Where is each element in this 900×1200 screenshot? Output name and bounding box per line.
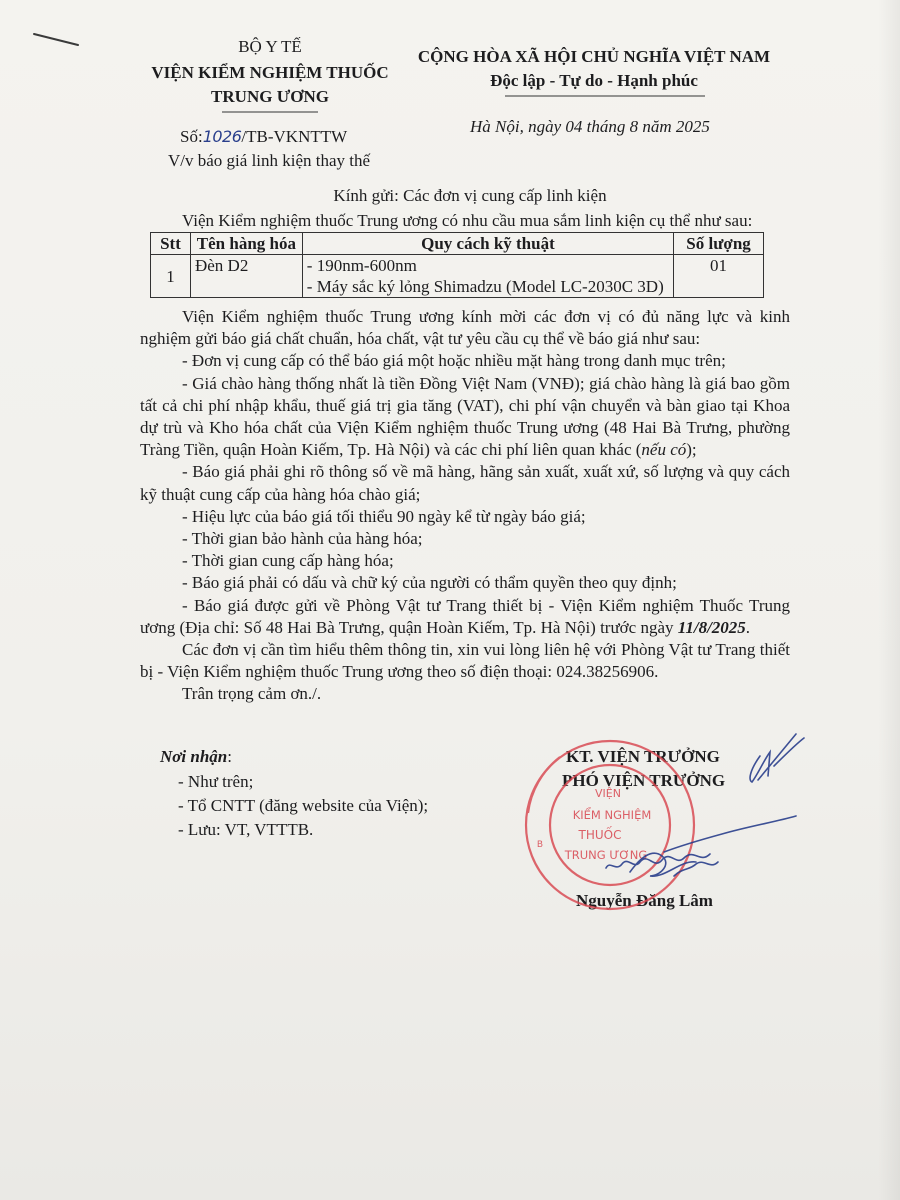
institute-name-line2: TRUNG ƯƠNG xyxy=(211,87,329,106)
ministry-name: BỘ Y TẾ xyxy=(238,37,302,56)
requirement-italic-note: nếu có xyxy=(641,440,687,460)
document-number-handwritten: 1026 xyxy=(202,127,242,146)
seal-text-line: VIỆN xyxy=(595,787,621,800)
requirement-text: - Giá chào hàng thống nhất là tiền Đồng Việt Nam (VNĐ); giá chào hàng là giá bao gồm tất cả chi phí nhập khẩu, thuế giá trị gia tăng (VAT), chi phí vận chuyển và bàn giao tại Khoa dự trù và Kho hóa chất của Viện Kiểm nghiệm thuốc Trung ương (48 Hai Bà Trưng, phường Tràng Tiền, quận Hoàn Kiếm, Tp. Hà Nội) và các chi phí liên quan khác ( xyxy=(140,373,790,460)
table-cell-quantity: 01 xyxy=(674,255,764,298)
requirement-item: - Báo giá phải có dấu và chữ ký của người có thẩm quyền theo quy định; xyxy=(182,573,677,593)
place-and-date: Hà Nội, ngày 04 tháng 8 năm 2025 xyxy=(470,117,710,136)
requirement-text: - Báo giá được gửi về Phòng Vật tư Trang thiết bị - Viện Kiểm nghiệm Thuốc Trung ương (Địa chỉ: Số 48 Hai Bà Trưng, quận Hoàn Kiếm, Tp. Hà Nội) trước ngày xyxy=(140,595,790,637)
recipient-line: Kính gửi: Các đơn vị cung cấp linh kiện xyxy=(333,186,607,205)
document-number-suffix: /TB-VKNTTW xyxy=(241,127,348,146)
seal-side-letter: B xyxy=(536,840,544,850)
distribution-title-colon: : xyxy=(227,747,232,766)
table-cell-spec xyxy=(302,255,673,298)
requirement-item: - Thời gian bảo hành của hàng hóa; xyxy=(182,529,423,549)
distribution-title-text: Nơi nhận xyxy=(160,747,228,766)
requirement-item xyxy=(140,595,790,639)
signatory-title-1: KT. VIỆN TRƯỞNG xyxy=(566,747,720,766)
distribution-title xyxy=(160,746,232,768)
header-left-underline xyxy=(222,111,318,113)
invitation-paragraph: Viện Kiểm nghiệm thuốc Trung ương kính mời các đơn vị có đủ năng lực và kinh nghiệm gửi báo giá chất chuẩn, hóa chất, vật tư yêu cầu cụ thể về báo giá như sau: xyxy=(140,307,790,349)
requirement-item: - Đơn vị cung cấp có thể báo giá một hoặc nhiều mặt hàng trong danh mục trên; xyxy=(182,351,726,371)
table-header-stt: Stt xyxy=(151,233,191,255)
requirement-text-end: ); xyxy=(686,440,697,460)
table-header-spec: Quy cách kỹ thuật xyxy=(302,233,673,255)
requirement-item: - Hiệu lực của báo giá tối thiểu 90 ngày kể từ ngày báo giá; xyxy=(182,506,586,526)
institute-name-line1: VIỆN KIỂM NGHIỆM THUỐC xyxy=(151,63,389,82)
requirement-text-end: . xyxy=(745,617,751,637)
closing-line: Trân trọng cảm ơn./. xyxy=(182,684,322,704)
table-cell-name: Đèn D2 xyxy=(190,255,302,298)
requirement-item: - Thời gian cung cấp hàng hóa; xyxy=(182,551,394,571)
body-text xyxy=(140,306,790,706)
page-edge-shadow xyxy=(878,0,900,1200)
pen-scratch-mark xyxy=(32,30,82,48)
national-motto: Độc lập - Tự do - Hạnh phúc xyxy=(490,71,698,90)
deadline-date: 11/8/2025 xyxy=(677,617,746,637)
table-row xyxy=(151,255,764,298)
goods-table xyxy=(150,232,764,298)
table-cell-spec-line: - Máy sắc ký lỏng Shimadzu (Model LC-2030C 3D) xyxy=(306,277,664,296)
distribution-item: - Như trên; xyxy=(178,772,254,791)
distribution-item: - Lưu: VT, VTTTB. xyxy=(178,820,314,839)
table-header-quantity: Số lượng xyxy=(674,233,764,255)
table-header-row xyxy=(151,233,764,255)
signatory-name: Nguyễn Đăng Lâm xyxy=(576,891,713,910)
requirement-item: - Báo giá phải ghi rõ thông số về mã hàng, hãng sản xuất, xuất xứ, số lượng và quy cách kỹ thuật cung cấp của hàng hóa chào giá; xyxy=(140,462,790,504)
contact-paragraph: Các đơn vị cần tìm hiểu thêm thông tin, xin vui lòng liên hệ với Phòng Vật tư Trang thiết bị - Viện Kiểm nghiệm thuốc Trung ương theo số điện thoại: 024.38256906. xyxy=(140,640,790,682)
document-number xyxy=(180,126,347,148)
signatory-title-2: PHÓ VIỆN TRƯỞNG xyxy=(562,771,726,790)
distribution-item: - Tổ CNTT (đăng website của Viện); xyxy=(178,796,429,815)
table-cell-spec-line: - 190nm-600nm xyxy=(306,256,417,275)
country-name: CỘNG HÒA XÃ HỘI CHỦ NGHĨA VIỆT NAM xyxy=(417,47,771,66)
table-cell-stt: 1 xyxy=(151,255,191,298)
document-subject: V/v báo giá linh kiện thay thế xyxy=(168,151,371,170)
seal-text-line: TRUNG ƯƠNG xyxy=(564,848,648,862)
requirement-item xyxy=(140,373,790,462)
seal-text-line: THUỐC xyxy=(578,828,622,842)
handwritten-signature xyxy=(600,730,810,905)
seal-text-line: KIỂM NGHIỆM xyxy=(572,808,652,822)
intro-line: Viện Kiểm nghiệm thuốc Trung ương có nhu cầu mua sắm linh kiện cụ thể như sau: xyxy=(182,211,753,230)
table-header-name: Tên hàng hóa xyxy=(190,233,302,255)
header-right-underline xyxy=(505,95,705,97)
document-number-prefix: Số: xyxy=(180,127,203,146)
